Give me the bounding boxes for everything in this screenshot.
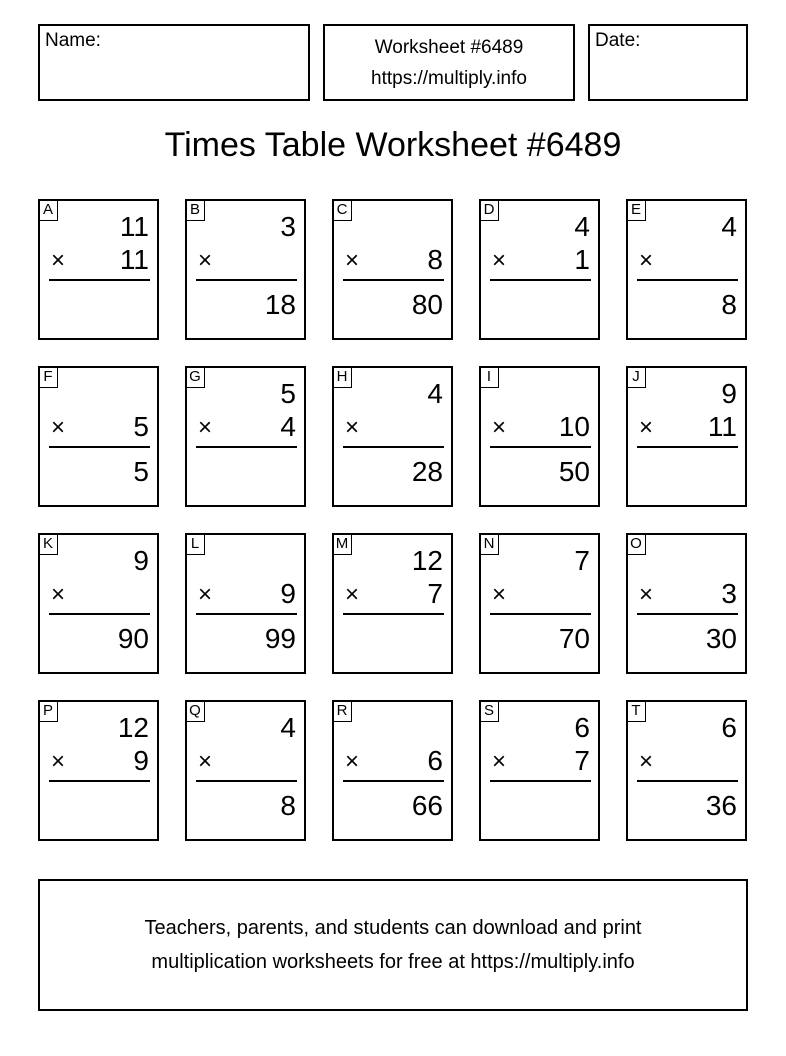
- multiplicand: 4: [427, 378, 443, 409]
- answer-rule: [49, 780, 150, 782]
- answer-rule: [490, 613, 591, 615]
- answer-rule: [49, 279, 150, 281]
- worksheet-id: Worksheet #6489: [374, 37, 524, 58]
- multiplicand: 6: [574, 712, 590, 743]
- problem-box: [479, 700, 600, 841]
- multiply-sign: ×: [198, 748, 213, 775]
- multiplier: 5: [133, 411, 149, 442]
- multiply-sign: ×: [345, 414, 360, 441]
- problem-letter: M: [332, 533, 352, 555]
- name-field-box: [38, 24, 310, 101]
- problem-box: [38, 533, 159, 674]
- problem-letter: D: [479, 199, 499, 221]
- problem-box: [332, 366, 453, 507]
- problem-box: [479, 533, 600, 674]
- answer-rule: [343, 446, 444, 448]
- footer-line-2: multiplication worksheets for free at https://multiply.info: [151, 951, 635, 973]
- problem-letter: T: [626, 700, 646, 722]
- multiplicand: 7: [574, 545, 590, 576]
- multiplier: 11: [119, 244, 149, 275]
- problem-letter: J: [626, 366, 646, 388]
- answer-rule: [343, 279, 444, 281]
- multiplier: 7: [574, 745, 590, 776]
- multiply-sign: ×: [198, 247, 213, 274]
- multiply-sign: ×: [492, 247, 507, 274]
- problem-box: [626, 366, 747, 507]
- problem-box: [185, 533, 306, 674]
- date-label: Date:: [595, 30, 641, 51]
- worksheet-url: https://multiply.info: [371, 68, 527, 89]
- problem-letter: F: [38, 366, 58, 388]
- answer-rule: [49, 613, 150, 615]
- problem-box: [626, 533, 747, 674]
- answer-rule: [637, 613, 738, 615]
- multiplier: 9: [133, 745, 149, 776]
- answer-rule: [490, 780, 591, 782]
- multiplier: 10: [558, 411, 590, 442]
- product: 50: [558, 456, 590, 487]
- problem-box: [185, 700, 306, 841]
- product: 66: [411, 790, 443, 821]
- answer-rule: [196, 613, 297, 615]
- problem-letter: E: [626, 199, 646, 221]
- product: 5: [133, 456, 149, 487]
- problem-letter: P: [38, 700, 58, 722]
- answer-rule: [49, 446, 150, 448]
- problem-box: [626, 199, 747, 340]
- multiply-sign: ×: [492, 748, 507, 775]
- product: 36: [705, 790, 737, 821]
- multiplier: 6: [427, 745, 443, 776]
- product: 70: [558, 623, 590, 654]
- multiplicand: 3: [280, 211, 296, 242]
- product: 18: [264, 289, 296, 320]
- multiply-sign: ×: [51, 247, 66, 274]
- product: 99: [264, 623, 296, 654]
- problem-box: [332, 199, 453, 340]
- answer-rule: [637, 279, 738, 281]
- multiplicand: 9: [721, 378, 737, 409]
- problem-box: [38, 366, 159, 507]
- name-label: Name:: [45, 30, 101, 51]
- footer-box: [38, 879, 748, 1011]
- problem-box: [38, 199, 159, 340]
- product: 28: [411, 456, 443, 487]
- multiplier: 8: [427, 244, 443, 275]
- multiplier: 9: [280, 578, 296, 609]
- product: 30: [705, 623, 737, 654]
- footer-line-1: Teachers, parents, and students can download and print: [144, 917, 642, 939]
- answer-rule: [343, 780, 444, 782]
- problem-letter: S: [479, 700, 499, 722]
- multiplicand: 4: [280, 712, 296, 743]
- worksheet-info-box: [323, 24, 575, 101]
- problem-letter: L: [185, 533, 205, 555]
- multiply-sign: ×: [639, 414, 654, 441]
- problem-letter: R: [332, 700, 352, 722]
- answer-rule: [490, 446, 591, 448]
- answer-rule: [196, 780, 297, 782]
- multiplier: 4: [280, 411, 296, 442]
- multiplier: 3: [721, 578, 737, 609]
- problem-box: [38, 700, 159, 841]
- product: 90: [117, 623, 149, 654]
- multiplicand: 6: [721, 712, 737, 743]
- multiplicand: 4: [574, 211, 590, 242]
- multiplicand: 4: [721, 211, 737, 242]
- multiply-sign: ×: [492, 414, 507, 441]
- problem-letter: B: [185, 199, 205, 221]
- answer-rule: [637, 446, 738, 448]
- multiply-sign: ×: [51, 581, 66, 608]
- multiply-sign: ×: [198, 581, 213, 608]
- multiply-sign: ×: [345, 748, 360, 775]
- multiplicand: 12: [411, 545, 443, 576]
- answer-rule: [196, 279, 297, 281]
- multiply-sign: ×: [345, 247, 360, 274]
- problem-letter: O: [626, 533, 646, 555]
- problem-letter: A: [38, 199, 58, 221]
- page-title: Times Table Worksheet #6489: [164, 126, 622, 164]
- problem-letter: H: [332, 366, 352, 388]
- multiply-sign: ×: [345, 581, 360, 608]
- problem-letter: Q: [185, 700, 205, 722]
- product: 80: [411, 289, 443, 320]
- problem-box: [626, 700, 747, 841]
- problem-letter: C: [332, 199, 352, 221]
- multiplicand: 9: [133, 545, 149, 576]
- multiplicand: 11: [119, 211, 149, 242]
- product: 8: [721, 289, 737, 320]
- multiply-sign: ×: [639, 247, 654, 274]
- product: 8: [280, 790, 296, 821]
- problem-box: [479, 366, 600, 507]
- problem-box: [185, 366, 306, 507]
- problem-letter: N: [479, 533, 499, 555]
- multiply-sign: ×: [51, 748, 66, 775]
- problem-box: [185, 199, 306, 340]
- problem-box: [479, 199, 600, 340]
- multiplicand: 12: [117, 712, 149, 743]
- answer-rule: [637, 780, 738, 782]
- problem-letter: K: [38, 533, 58, 555]
- answer-rule: [196, 446, 297, 448]
- answer-rule: [343, 613, 444, 615]
- problem-box: [332, 700, 453, 841]
- multiply-sign: ×: [51, 414, 66, 441]
- multiplier: 11: [707, 411, 737, 442]
- multiplier: 1: [574, 244, 590, 275]
- multiply-sign: ×: [639, 748, 654, 775]
- problem-box: [332, 533, 453, 674]
- multiplier: 7: [427, 578, 443, 609]
- multiply-sign: ×: [198, 414, 213, 441]
- problem-letter: I: [479, 366, 499, 388]
- multiply-sign: ×: [492, 581, 507, 608]
- date-field-box: [588, 24, 748, 101]
- multiply-sign: ×: [639, 581, 654, 608]
- problem-letter: G: [185, 366, 205, 388]
- multiplicand: 5: [280, 378, 296, 409]
- answer-rule: [490, 279, 591, 281]
